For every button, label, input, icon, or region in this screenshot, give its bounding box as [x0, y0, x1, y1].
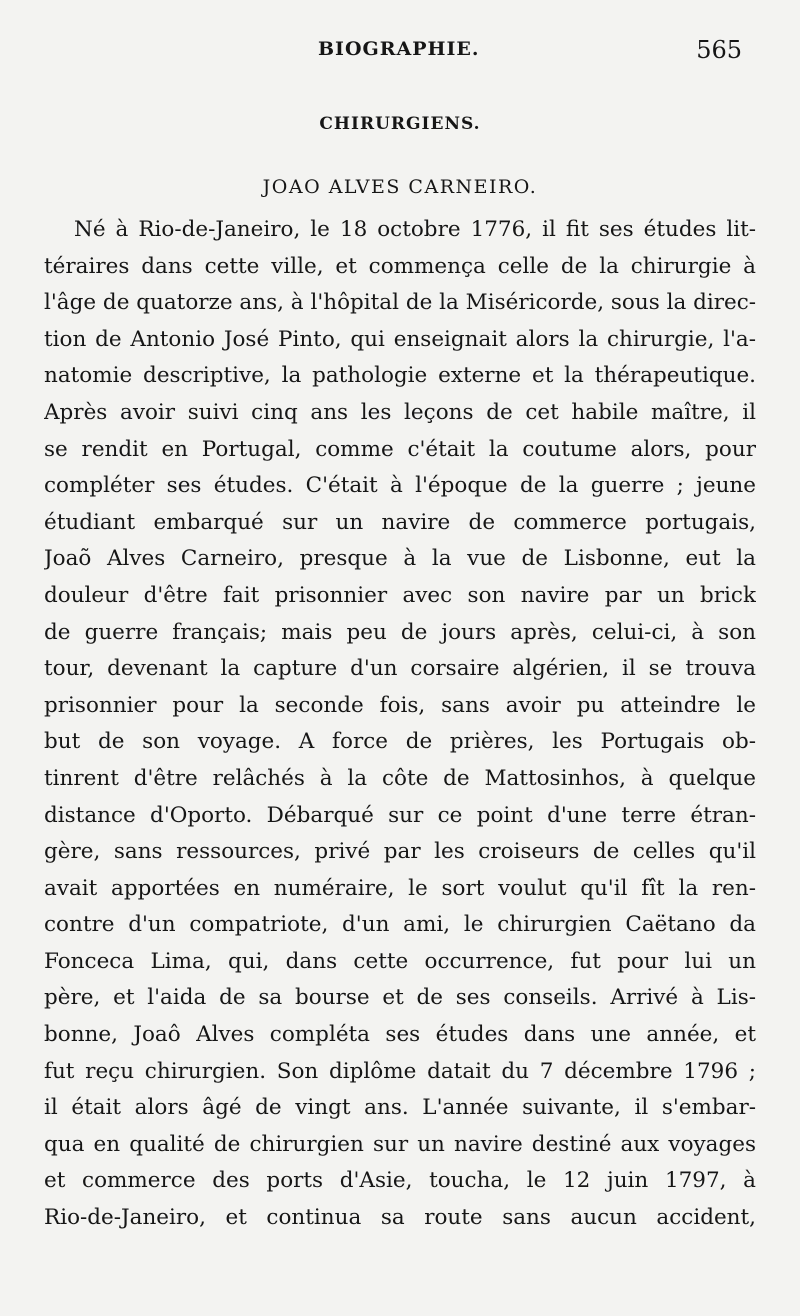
text-line: gère, sans ressources, privé par les croiseurs de celles qu'il — [44, 839, 756, 865]
text-line: tion de Antonio José Pinto, qui enseignait alors la chirurgie, l'a- — [44, 326, 756, 352]
text-line: but de son voyage. A force de prières, les Portugais ob- — [44, 729, 756, 755]
text-line: de guerre français; mais peu de jours après, celui-ci, à son — [44, 619, 756, 645]
text-line: avait apportées en numéraire, le sort voulut qu'il fît la ren- — [44, 875, 756, 901]
text-line: bonne, Joaô Alves compléta ses études dans une année, et — [44, 1022, 756, 1048]
text-line: se rendit en Portugal, comme c'était la coutume alors, pour — [44, 436, 756, 462]
text-line: Après avoir suivi cinq ans les leçons de cet habile maître, il — [44, 399, 756, 425]
text-line: contre d'un compatriote, d'un ami, le chirurgien Caëtano da — [44, 912, 756, 938]
text-line: et commerce des ports d'Asie, toucha, le 12 juin 1797, à — [44, 1168, 756, 1194]
text-line: Fonceca Lima, qui, dans cette occurrence, fut pour lui un — [44, 948, 756, 974]
text-line: l'âge de quatorze ans, à l'hôpital de la Miséricorde, sous la direc- — [44, 290, 756, 316]
text-line: fut reçu chirurgien. Son diplôme datait du 7 décembre 1796 ; — [44, 1058, 756, 1084]
running-head — [0, 36, 800, 66]
page-number: 565 — [696, 36, 742, 64]
text-line: douleur d'être fait prisonnier avec son navire par un brick — [44, 582, 756, 608]
text-line: natomie descriptive, la pathologie externe et la thérapeutique. — [44, 363, 756, 389]
text-line: Né à Rio-de-Janeiro, le 18 octobre 1776, il fit ses études lit- — [74, 217, 756, 242]
text-line: tour, devenant la capture d'un corsaire algérien, il se trouva — [44, 656, 756, 682]
body-text — [44, 212, 756, 1237]
text-line: père, et l'aida de sa bourse et de ses conseils. Arrivé à Lis- — [44, 985, 756, 1011]
article-title: JOAO ALVES CARNEIRO. — [262, 176, 538, 198]
text-line: compléter ses études. C'était à l'époque de la guerre ; jeune — [44, 473, 756, 499]
text-line: il était alors âgé de vingt ans. L'année suivante, il s'embar- — [44, 1095, 756, 1121]
text-line: Joaõ Alves Carneiro, presque à la vue de Lisbonne, eut la — [44, 546, 756, 572]
text-line: prisonnier pour la seconde fois, sans avoir pu atteindre le — [44, 692, 756, 718]
section-heading: CHIRURGIENS. — [319, 114, 481, 134]
text-line: qua en qualité de chirurgien sur un navire destiné aux voyages — [44, 1131, 756, 1157]
text-line: étudiant embarqué sur un navire de commerce portugais, — [44, 509, 756, 535]
text-line: tinrent d'être relâchés à la côte de Mattosinhos, à quelque — [44, 765, 756, 791]
running-title: BIOGRAPHIE. — [318, 38, 480, 60]
text-line: Rio-de-Janeiro, et continua sa route sans aucun accident, — [44, 1205, 756, 1231]
text-line: distance d'Oporto. Débarqué sur ce point d'une terre étran- — [44, 802, 756, 828]
text-line: téraires dans cette ville, et commença celle de la chirurgie à — [44, 253, 756, 279]
